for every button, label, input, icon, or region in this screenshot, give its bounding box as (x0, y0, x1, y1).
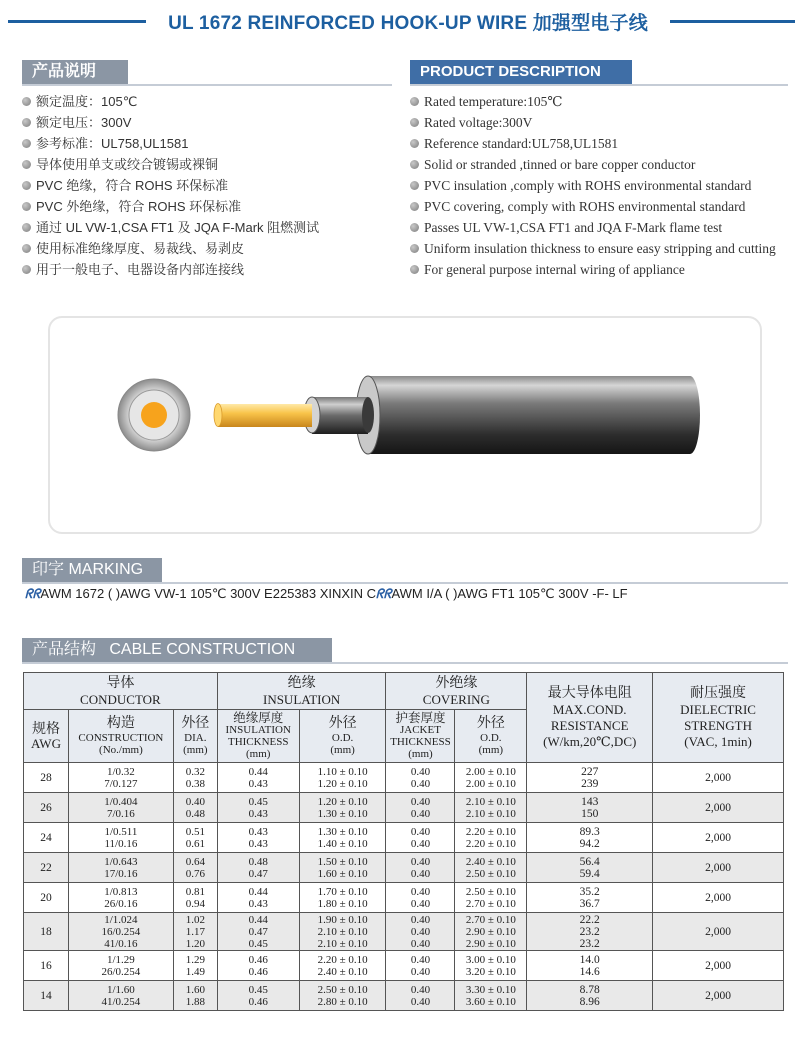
insulation-od-cell (299, 981, 386, 1011)
jacket-thickness-cell-line: 0.40 (410, 897, 431, 910)
jacket-thickness-cell-line: 0.40 (410, 953, 431, 966)
insulation-od-cell (299, 951, 386, 981)
construction-cell-line: 17/0.16 (104, 867, 138, 880)
dielectric-strength-cell: 2,000 (653, 951, 784, 981)
jacket-thickness-cell (386, 951, 455, 981)
insulation-thickness-cell-line: 0.45 (248, 937, 268, 950)
construction-cell-line: 11/0.16 (104, 837, 138, 850)
insulation-od-cell-line: 2.80 ± 0.10 (317, 995, 368, 1008)
insulation-thickness-cell-line: 0.46 (248, 965, 268, 978)
description-en-item (410, 112, 776, 133)
description-en-item (410, 154, 776, 175)
construction-cell (68, 763, 173, 793)
jacket-od-cell-line: 2.20 ± 0.10 (465, 825, 516, 838)
jacket-thickness-cell-line: 0.40 (410, 885, 431, 898)
construction-heading: 产品结构 CABLE CONSTRUCTION (22, 638, 332, 662)
awg-cell: 16 (24, 951, 69, 981)
jacket-od-cell-line: 2.90 ± 0.10 (465, 925, 516, 938)
jacket-thickness-cell-line: 0.40 (410, 867, 431, 880)
description-en-item (410, 259, 776, 280)
insulation-thickness-cell (217, 793, 299, 823)
description-en-item-text: For general purpose internal wiring of appliance (424, 262, 685, 277)
insulation-od-cell-line: 1.20 ± 0.10 (317, 777, 368, 790)
resistance-cell (527, 793, 653, 823)
diameter-cell-line: 1.29 (185, 953, 205, 966)
description-cn-item (22, 196, 319, 217)
description-cn-item-text: 参考标准：UL758,UL1581 (36, 136, 189, 151)
diameter-cell-line: 0.51 (185, 825, 205, 838)
insulation-od-cell-line: 1.50 ± 0.10 (317, 855, 368, 868)
ul-logo-2: ᖇᖇ (376, 586, 392, 601)
jacket-thickness-cell (386, 883, 455, 913)
insulation-od-cell (299, 883, 386, 913)
jacket-od-cell (455, 823, 527, 853)
construction-cell-line: 1/0.404 (104, 795, 138, 808)
insulation-od-cell-line: 1.20 ± 0.10 (317, 795, 368, 808)
cable-illustration (50, 318, 760, 532)
insulation-joint (362, 397, 374, 433)
jacket-thickness-cell (386, 853, 455, 883)
description-cn-item-text: PVC 外绝缘，符合 ROHS 环保标准 (36, 199, 242, 214)
jacket-od-cell-line: 2.00 ± 0.10 (465, 765, 516, 778)
table-row (24, 913, 784, 951)
jacket-od-cell-line: 3.30 ± 0.10 (465, 983, 516, 996)
page-title: UL 1672 REINFORCED HOOK-UP WIRE 加强型电子线 (168, 13, 648, 34)
description-en-item-text: Rated voltage:300V (424, 115, 533, 130)
description-en-item (410, 238, 776, 259)
marking-heading: 印字 MARKING (22, 558, 162, 582)
insulation-od-cell-line: 1.30 ± 0.10 (317, 807, 368, 820)
awg-cell: 14 (24, 981, 69, 1011)
jacket-od-cell-line: 2.40 ± 0.10 (465, 855, 516, 868)
description-cn-item (22, 259, 319, 280)
resistance-cell-line: 56.4 (579, 855, 600, 868)
jacket-od-cell-line: 2.10 ± 0.10 (465, 807, 516, 820)
table-row (24, 823, 784, 853)
construction-cell-line: 1/1.60 (106, 983, 135, 996)
jacket-od-cell-line: 3.60 ± 0.10 (465, 995, 516, 1008)
diameter-cell-line: 0.64 (185, 855, 205, 868)
jacket-thickness-cell (386, 913, 455, 951)
resistance-cell (527, 883, 653, 913)
awg-cell: 24 (24, 823, 69, 853)
diameter-cell-line: 0.81 (185, 885, 205, 898)
title-rule-left (8, 20, 146, 23)
awg-cell: 26 (24, 793, 69, 823)
jacket-od-cell-line: 2.50 ± 0.10 (465, 867, 516, 880)
diameter-cell-line: 1.60 (185, 983, 205, 996)
jacket-od-cell-line: 2.70 ± 0.10 (465, 913, 516, 926)
insulation-od-cell-line: 1.70 ± 0.10 (317, 885, 368, 898)
description-cn-item-text: 额定电压：300V (36, 115, 132, 130)
dielectric-strength-cell: 2,000 (653, 763, 784, 793)
description-en-heading: PRODUCT DESCRIPTION (410, 60, 632, 84)
insulation-thickness-cell-line: 0.43 (248, 837, 268, 850)
insulation-od-cell-line: 1.30 ± 0.10 (317, 825, 368, 838)
diameter-cell-line: 1.88 (185, 995, 205, 1008)
description-cn-item-text: 额定温度：105℃ (36, 94, 138, 109)
resistance-cell-line: 14.6 (579, 965, 600, 978)
awg-cell: 22 (24, 853, 69, 883)
header-construction: 构造 CONSTRUCTION (No./mm) (68, 710, 173, 763)
insulation-od-cell-line: 2.50 ± 0.10 (317, 983, 368, 996)
construction-cell (68, 981, 173, 1011)
jacket-thickness-cell-line: 0.40 (410, 995, 431, 1008)
description-cn-item-text: 使用标准绝缘厚度、易裁线、易剥皮 (36, 241, 245, 256)
resistance-cell (527, 951, 653, 981)
diameter-cell (173, 883, 217, 913)
description-cn-underline (22, 84, 392, 86)
header-conductor: 导体 CONDUCTOR (24, 673, 218, 710)
table-row (24, 981, 784, 1011)
dielectric-strength-cell: 2,000 (653, 981, 784, 1011)
diameter-cell-line: 1.17 (185, 925, 205, 938)
description-en-item (410, 196, 776, 217)
insulation-thickness-cell-line: 0.46 (248, 953, 268, 966)
resistance-cell-line: 8.96 (579, 995, 600, 1008)
cross-section (118, 379, 190, 451)
bullet-dot-icon (22, 181, 31, 190)
construction-table (23, 672, 784, 1011)
diameter-cell-line: 1.20 (185, 937, 205, 950)
resistance-cell-line: 239 (581, 777, 599, 790)
description-en-item (410, 217, 776, 238)
ul-logo: ᖇᖇ (25, 586, 41, 601)
resistance-cell-line: 22.2 (579, 913, 600, 926)
header-jacket-thickness: 护套厚度 JACKET THICKNESS (mm) (386, 710, 455, 763)
header-covering: 外绝缘 COVERING (386, 673, 527, 710)
insulation-thickness-cell-line: 0.43 (248, 777, 268, 790)
header-jacket-od: 外径 O.D. (mm) (455, 710, 527, 763)
diameter-cell-line: 0.38 (185, 777, 205, 790)
conductor-tip (214, 404, 222, 427)
insulation-thickness-cell-line: 0.47 (248, 867, 268, 880)
resistance-cell-line: 143 (581, 795, 599, 808)
description-en-item-text: Solid or stranded ,tinned or bare copper conductor (424, 157, 696, 172)
dielectric-strength-cell: 2,000 (653, 883, 784, 913)
jacket-od-cell (455, 913, 527, 951)
description-cn-item (22, 217, 319, 238)
resistance-cell-line: 36.7 (579, 897, 600, 910)
construction-cell-line: 7/0.127 (104, 777, 138, 790)
table-row (24, 883, 784, 913)
table-row (24, 853, 784, 883)
description-en-list (410, 91, 776, 280)
description-cn-heading: 产品说明 (22, 60, 128, 84)
construction-cell (68, 951, 173, 981)
resistance-cell-line: 14.0 (579, 953, 600, 966)
description-cn-item (22, 112, 319, 133)
insulation-thickness-cell-line: 0.44 (248, 765, 268, 778)
description-en-item (410, 133, 776, 154)
resistance-cell-line: 227 (581, 765, 599, 778)
insulation-thickness-cell-line: 0.45 (248, 795, 268, 808)
construction-cell (68, 913, 173, 951)
resistance-cell-line: 89.3 (579, 825, 600, 838)
resistance-cell (527, 853, 653, 883)
dielectric-strength-cell: 2,000 (653, 793, 784, 823)
description-en-item-text: Uniform insulation thickness to ensure easy stripping and cutting (424, 241, 776, 256)
resistance-cell-line: 150 (581, 807, 599, 820)
jacket-od-cell (455, 951, 527, 981)
table-row (24, 763, 784, 793)
diameter-cell-line: 1.49 (185, 965, 205, 978)
insulation-od-cell (299, 793, 386, 823)
insulation-od-cell-line: 1.80 ± 0.10 (317, 897, 368, 910)
description-cn-item-text: 用于一般电子、电器设备内部连接线 (36, 262, 245, 277)
jacket-thickness-cell-line: 0.40 (410, 965, 431, 978)
title-rule-right (670, 20, 795, 23)
construction-cell-line: 1/1.024 (104, 913, 138, 926)
jacket-od-cell (455, 763, 527, 793)
description-en-item-text: Passes UL VW-1,CSA FT1 and JQA F-Mark flame test (424, 220, 723, 235)
construction-table-body (24, 763, 784, 1011)
construction-cell-line: 16/0.254 (101, 925, 141, 938)
resistance-cell (527, 763, 653, 793)
diameter-cell (173, 853, 217, 883)
description-cn-item (22, 133, 319, 154)
jacket-od-cell-line: 3.20 ± 0.10 (465, 965, 516, 978)
diameter-cell-line: 0.94 (185, 897, 205, 910)
construction-cell-line: 7/0.16 (106, 807, 135, 820)
resistance-cell-line: 8.78 (579, 983, 600, 996)
description-cn-item-text: 导体使用单支或绞合镀锡或裸铜 (36, 157, 219, 172)
description-cn-item-text: PVC 绝缘，符合 ROHS 环保标准 (36, 178, 229, 193)
insulation-thickness-cell-line: 0.47 (248, 925, 268, 938)
insulation-od-cell (299, 763, 386, 793)
resistance-cell-line: 94.2 (579, 837, 600, 850)
description-en-item-text: Rated temperature:105℃ (424, 94, 563, 109)
marking-part-2: AWM I/A ( )AWG FT1 105℃ 300V -F- LF (391, 586, 628, 601)
insulation-thickness-cell (217, 823, 299, 853)
resistance-cell (527, 981, 653, 1011)
insulation-od-cell (299, 913, 386, 951)
insulation-od-cell-line: 2.20 ± 0.10 (317, 953, 368, 966)
jacket-od-cell-line: 3.00 ± 0.10 (465, 953, 516, 966)
jacket-thickness-cell (386, 823, 455, 853)
insulation-thickness-cell-line: 0.44 (248, 913, 268, 926)
jacket-thickness-cell-line: 0.40 (410, 913, 431, 926)
description-cn-item (22, 175, 319, 196)
description-cn-item (22, 238, 319, 259)
construction-cell (68, 823, 173, 853)
description-cn-item (22, 154, 319, 175)
header-resistance: 最大导体电阻 MAX.COND. RESISTANCE (W/km,20℃,DC) (527, 673, 653, 763)
description-en-item (410, 91, 776, 112)
header-insulation-od: 外径 O.D. (mm) (299, 710, 386, 763)
insulation-od-cell-line: 1.10 ± 0.10 (317, 765, 368, 778)
construction-cell-line: 1/0.643 (104, 855, 138, 868)
jacket-thickness-cell-line: 0.40 (410, 837, 431, 850)
resistance-cell-line: 35.2 (579, 885, 600, 898)
insulation-thickness-cell (217, 853, 299, 883)
diameter-cell-line: 0.40 (185, 795, 205, 808)
bullet-dot-icon (22, 160, 31, 169)
jacket-thickness-cell-line: 0.40 (410, 795, 431, 808)
table-row (24, 951, 784, 981)
bullet-dot-icon (410, 223, 419, 232)
diameter-cell-line: 0.61 (185, 837, 205, 850)
description-cn-list (22, 91, 319, 280)
construction-cell (68, 853, 173, 883)
construction-cell-line: 1/0.813 (104, 885, 138, 898)
insulation-thickness-cell-line: 0.44 (248, 885, 268, 898)
awg-cell: 28 (24, 763, 69, 793)
diameter-cell-line: 0.32 (185, 765, 205, 778)
bullet-dot-icon (22, 97, 31, 106)
construction-cell-line: 26/0.16 (104, 897, 138, 910)
insulation-thickness-cell (217, 951, 299, 981)
bullet-dot-icon (410, 97, 419, 106)
cable-image-frame (48, 316, 762, 534)
insulation-thickness-cell-line: 0.43 (248, 825, 268, 838)
bullet-dot-icon (410, 265, 419, 274)
insulation-od-cell-line: 2.40 ± 0.10 (317, 965, 368, 978)
insulation-od-cell (299, 823, 386, 853)
description-cn-item-text: 通过 UL VW-1,CSA FT1 及 JQA F-Mark 阻燃测试 (36, 220, 320, 235)
construction-cell (68, 883, 173, 913)
dielectric-strength-cell: 2,000 (653, 853, 784, 883)
jacket-thickness-cell-line: 0.40 (410, 777, 431, 790)
diameter-cell (173, 951, 217, 981)
construction-cell-line: 1/0.511 (104, 825, 138, 838)
header-insulation-thickness: 绝缘厚度 INSULATION THICKNESS (mm) (217, 710, 299, 763)
diameter-cell-line: 0.48 (185, 807, 205, 820)
header-diameter: 外径 DIA. (mm) (173, 710, 217, 763)
insulation-od-cell-line: 1.60 ± 0.10 (317, 867, 368, 880)
outer-jacket (368, 376, 700, 454)
bullet-dot-icon (22, 223, 31, 232)
resistance-cell-line: 23.2 (579, 937, 600, 950)
insulation-thickness-cell (217, 763, 299, 793)
jacket-thickness-cell-line: 0.40 (410, 825, 431, 838)
jacket-od-cell-line: 2.70 ± 0.10 (465, 897, 516, 910)
insulation-od-cell (299, 853, 386, 883)
jacket-thickness-cell-line: 0.40 (410, 925, 431, 938)
jacket-thickness-cell-line: 0.40 (410, 937, 431, 950)
bullet-dot-icon (22, 118, 31, 127)
description-en-item-text: PVC covering, comply with ROHS environmental standard (424, 199, 746, 214)
awg-cell: 18 (24, 913, 69, 951)
description-cn-item (22, 91, 319, 112)
insulation-thickness-cell (217, 883, 299, 913)
construction-cell-line: 41/0.16 (104, 937, 138, 950)
jacket-thickness-cell (386, 763, 455, 793)
description-en-underline (410, 84, 788, 86)
header-insulation: 绝缘 INSULATION (217, 673, 386, 710)
bullet-dot-icon (22, 244, 31, 253)
jacket-thickness-cell (386, 981, 455, 1011)
bullet-dot-icon (410, 244, 419, 253)
marking-underline (22, 582, 788, 584)
resistance-cell-line: 23.2 (579, 925, 600, 938)
jacket-thickness-cell-line: 0.40 (410, 765, 431, 778)
jacket-thickness-cell (386, 793, 455, 823)
bullet-dot-icon (410, 139, 419, 148)
jacket-od-cell (455, 981, 527, 1011)
jacket-thickness-cell-line: 0.40 (410, 807, 431, 820)
bullet-dot-icon (22, 202, 31, 211)
marking-text (25, 586, 628, 602)
jacket-thickness-cell-line: 0.40 (410, 983, 431, 996)
diameter-cell (173, 763, 217, 793)
diameter-cell (173, 913, 217, 951)
jacket-od-cell (455, 793, 527, 823)
jacket-od-cell (455, 853, 527, 883)
header-awg: 规格 AWG (24, 710, 69, 763)
insulation-thickness-cell-line: 0.45 (248, 983, 268, 996)
bullet-dot-icon (22, 265, 31, 274)
diameter-cell (173, 793, 217, 823)
diameter-cell-line: 0.76 (185, 867, 205, 880)
table-row (24, 793, 784, 823)
awg-cell: 20 (24, 883, 69, 913)
insulation-thickness-cell (217, 981, 299, 1011)
construction-underline (22, 662, 788, 664)
insulation-thickness-cell-line: 0.43 (248, 807, 268, 820)
diameter-cell-line: 1.02 (185, 913, 205, 926)
resistance-cell-line: 59.4 (579, 867, 600, 880)
insulation-od-cell-line: 1.40 ± 0.10 (317, 837, 368, 850)
description-en-item (410, 175, 776, 196)
jacket-od-cell-line: 2.90 ± 0.10 (465, 937, 516, 950)
insulation-thickness-cell-line: 0.43 (248, 897, 268, 910)
diameter-cell (173, 981, 217, 1011)
insulation-od-cell-line: 2.10 ± 0.10 (317, 925, 368, 938)
bullet-dot-icon (22, 139, 31, 148)
description-en-item-text: Reference standard:UL758,UL1581 (424, 136, 619, 151)
construction-cell-line: 1/1.29 (106, 953, 135, 966)
insulation-thickness-cell (217, 913, 299, 951)
resistance-cell (527, 823, 653, 853)
insulation-thickness-cell-line: 0.46 (248, 995, 268, 1008)
jacket-od-cell-line: 2.50 ± 0.10 (465, 885, 516, 898)
dielectric-strength-cell: 2,000 (653, 913, 784, 951)
jacket-od-cell-line: 2.00 ± 0.10 (465, 777, 516, 790)
construction-cell-line: 1/0.32 (106, 765, 135, 778)
bullet-dot-icon (410, 118, 419, 127)
dielectric-strength-cell: 2,000 (653, 823, 784, 853)
resistance-cell (527, 913, 653, 951)
insulation-thickness-cell-line: 0.48 (248, 855, 268, 868)
copper-conductor (218, 404, 312, 427)
bullet-dot-icon (410, 202, 419, 211)
bullet-dot-icon (410, 160, 419, 169)
diameter-cell (173, 823, 217, 853)
jacket-thickness-cell-line: 0.40 (410, 855, 431, 868)
insulation-od-cell-line: 1.90 ± 0.10 (317, 913, 368, 926)
marking-part-1: AWM 1672 ( )AWG VW-1 105℃ 300V E225383 XINXIN C (40, 586, 377, 601)
jacket-od-cell-line: 2.20 ± 0.10 (465, 837, 516, 850)
jacket-od-cell-line: 2.10 ± 0.10 (465, 795, 516, 808)
construction-cell-line: 26/0.254 (101, 965, 141, 978)
construction-cell-line: 41/0.254 (101, 995, 141, 1008)
construction-cell (68, 793, 173, 823)
description-en-item-text: PVC insulation ,comply with ROHS environmental standard (424, 178, 752, 193)
bullet-dot-icon (410, 181, 419, 190)
insulation-od-cell-line: 2.10 ± 0.10 (317, 937, 368, 950)
jacket-od-cell (455, 883, 527, 913)
header-dielectric-strength: 耐压强度 DIELECTRIC STRENGTH (VAC, 1min) (653, 673, 784, 763)
